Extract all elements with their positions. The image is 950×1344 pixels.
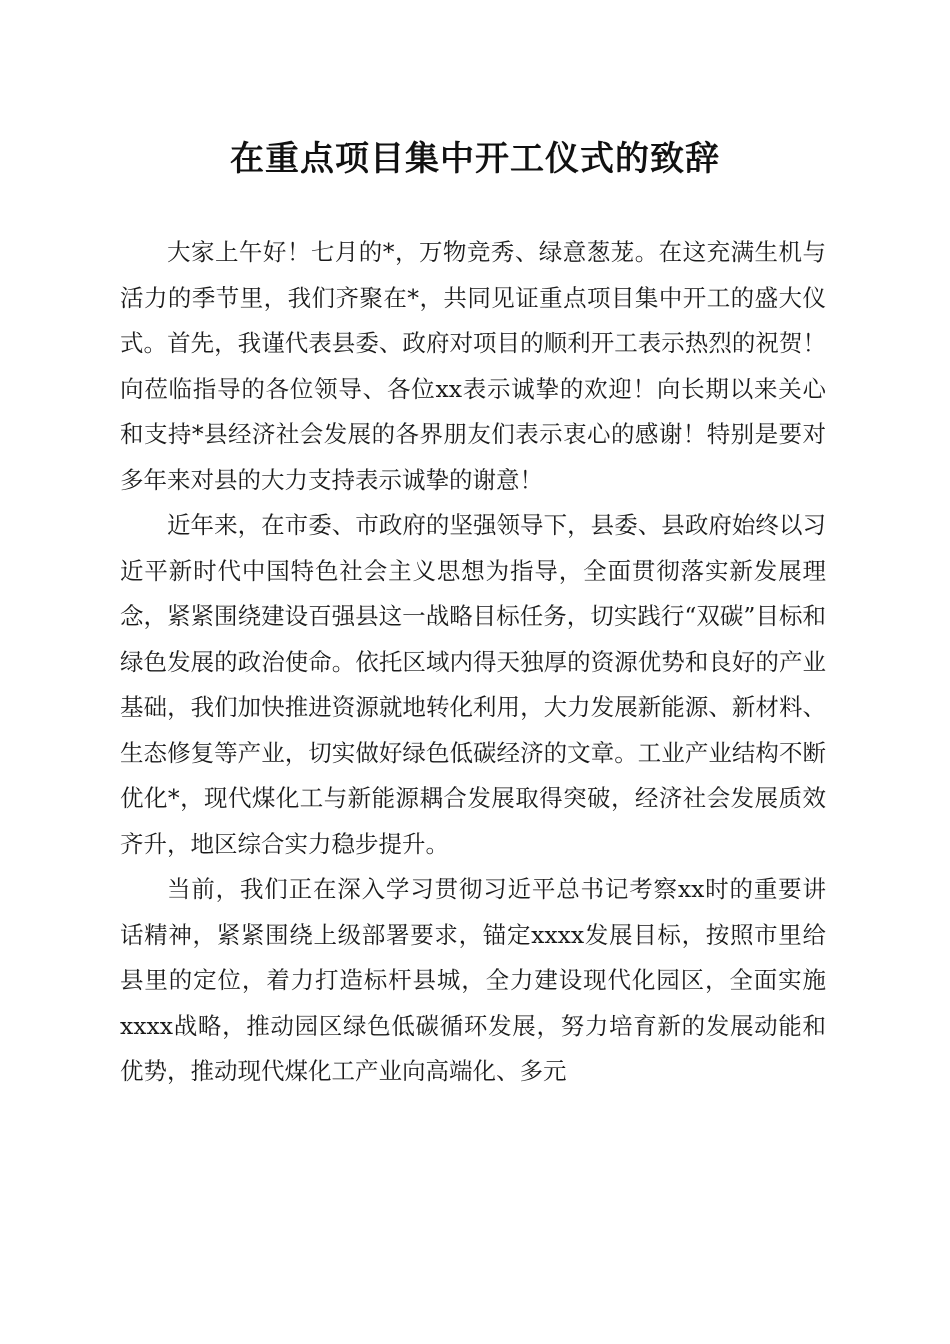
paragraph-1: 大家上午好！七月的*，万物竞秀、绿意葱茏。在这充满生机与活力的季节里，我们齐聚在*，共同见证重点项目集中开工的盛大仪式。首先，我谨代表县委、政府对项目的顺利开工表示热烈的祝贺！向莅临指导的各位领导、各位xx表示诚挚的欢迎！向长期以来关心和支持*县经济社会发展的各界朋友们表示衷心的感谢！特别是要对多年来对县的大力支持表示诚挚的谢意！	[120, 238, 826, 494]
paragraph-3: 当前，我们正在深入学习贯彻习近平总书记考察xx时的重要讲话精神，紧紧围绕上级部署要求，锚定xxxx发展目标，按照市里给县里的定位，着力打造标杆县城，全力建设现代化园区，全面实施xxxx战略，推动园区绿色低碳循环发展，努力培育新的发展动能和优势，推动现代煤化工产业向高端化、多元	[120, 875, 826, 1085]
document-title: 在重点项目集中开工仪式的致辞	[230, 139, 720, 179]
paragraph-2: 近年来，在市委、市政府的坚强领导下，县委、县政府始终以习近平新时代中国特色社会主义思想为指导，全面贯彻落实新发展理念，紧紧围绕建设百强县这一战略目标任务，切实践行“双碳”目标和绿色发展的政治使命。依托区域内得天独厚的资源优势和良好的产业基础，我们加快推进资源就地转化利用，大力发展新能源、新材料、生态修复等产业，切实做好绿色低碳经济的文章。工业产业结构不断优化*，现代煤化工与新能源耦合发展取得突破，经济社会发展质效齐升，地区综合实力稳步提升。	[120, 511, 826, 858]
document-body	[120, 230, 826, 1095]
